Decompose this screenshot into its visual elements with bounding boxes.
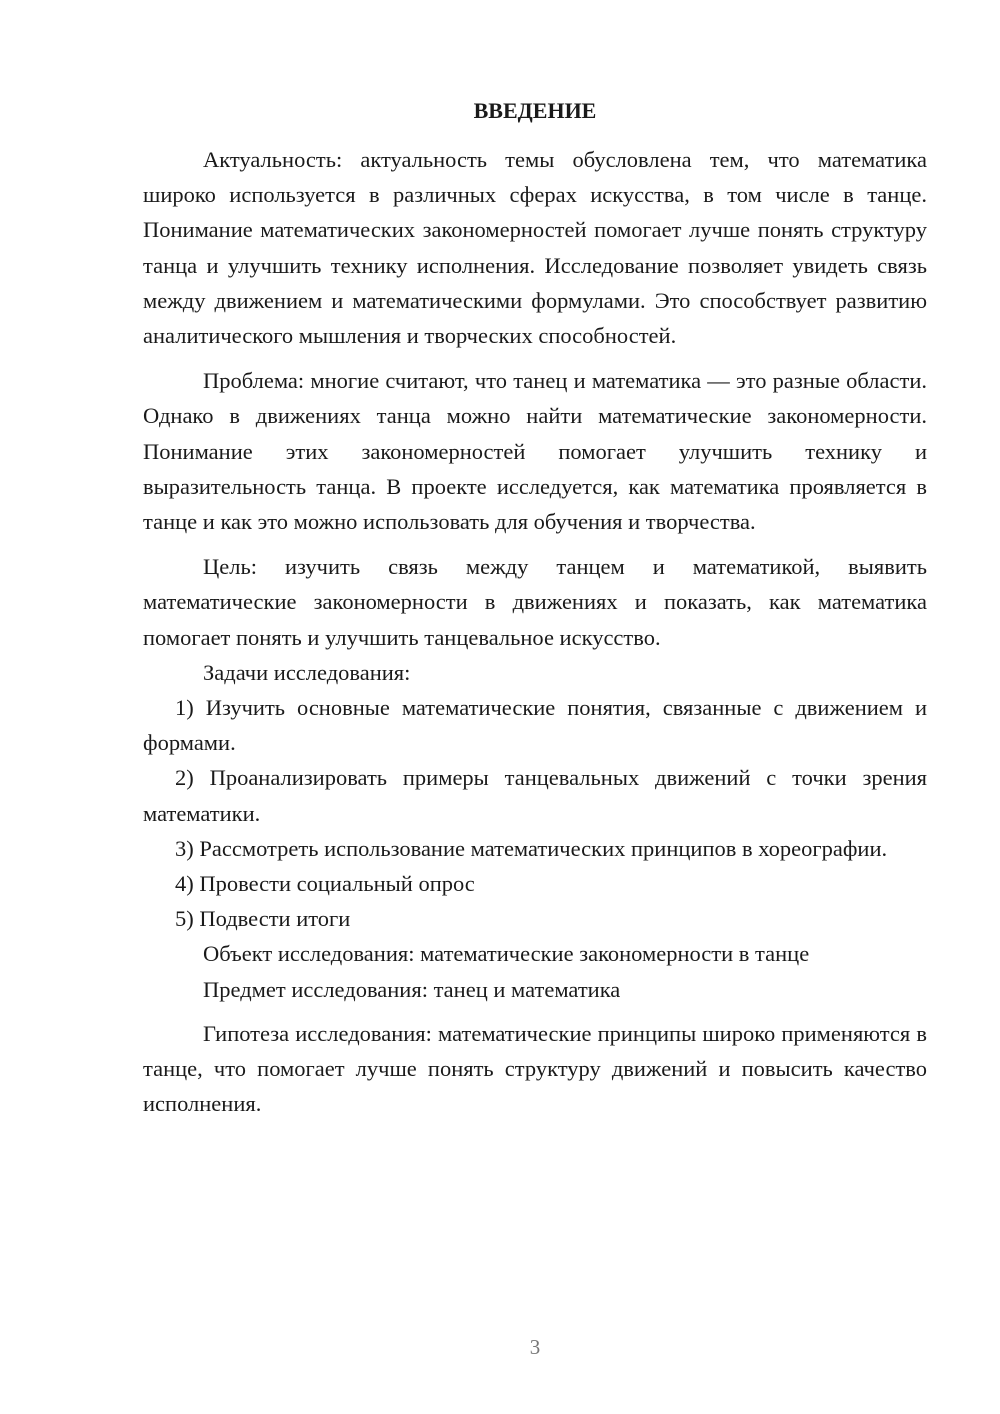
problem-paragraph: Проблема: многие считают, что танец и математика — это разные области. Однако в движениях танца можно найти математические закономерности. Понимание этих закономерностей помогает улучшить технику и выразительность танца. В проекте исследуется, как математика проявляется в танце и как это можно использовать для обучения и творчества. (143, 368, 927, 535)
task-item: 5) Подвести итоги (175, 906, 351, 932)
tasks-heading: Задачи исследования: (203, 659, 411, 685)
task-item: 2) Проанализировать примеры танцевальных движений с точки зрения математики. (143, 765, 927, 826)
research-object: Объект исследования: математические закономерности в танце (203, 941, 810, 967)
task-item: 1) Изучить основные математические понятия, связанные с движением и формами. (143, 695, 927, 756)
page-title: ВВЕДЕНИЕ (473, 98, 597, 123)
task-item: 3) Рассмотреть использование математических принципов в хореографии. (175, 835, 888, 861)
research-subject: Предмет исследования: танец и математика (203, 976, 621, 1002)
relevance-paragraph: Актуальность: актуальность темы обусловлена тем, что математика широко используется в различных сферах искусства, в том числе в танце. Понимание математических закономерностей помогает лучше понять структуру танца и улучшить технику исполнения. Исследование позволяет увидеть связь между движением и математическими формулами. Это способствует развитию аналитического мышления и творческих способностей. (143, 147, 927, 349)
page-number: 3 (529, 1335, 541, 1359)
research-hypothesis: Гипотеза исследования: математические принципы широко применяются в танце, что помогает лучше понять структуру движений и повысить качество исполнения. (143, 1020, 927, 1117)
goal-paragraph: Цель: изучить связь между танцем и математикой, выявить математические закономерности в движениях и показать, как математика помогает понять и улучшить танцевальное искусство. (143, 554, 927, 650)
task-item: 4) Провести социальный опрос (175, 871, 475, 897)
document-body (143, 142, 927, 1121)
